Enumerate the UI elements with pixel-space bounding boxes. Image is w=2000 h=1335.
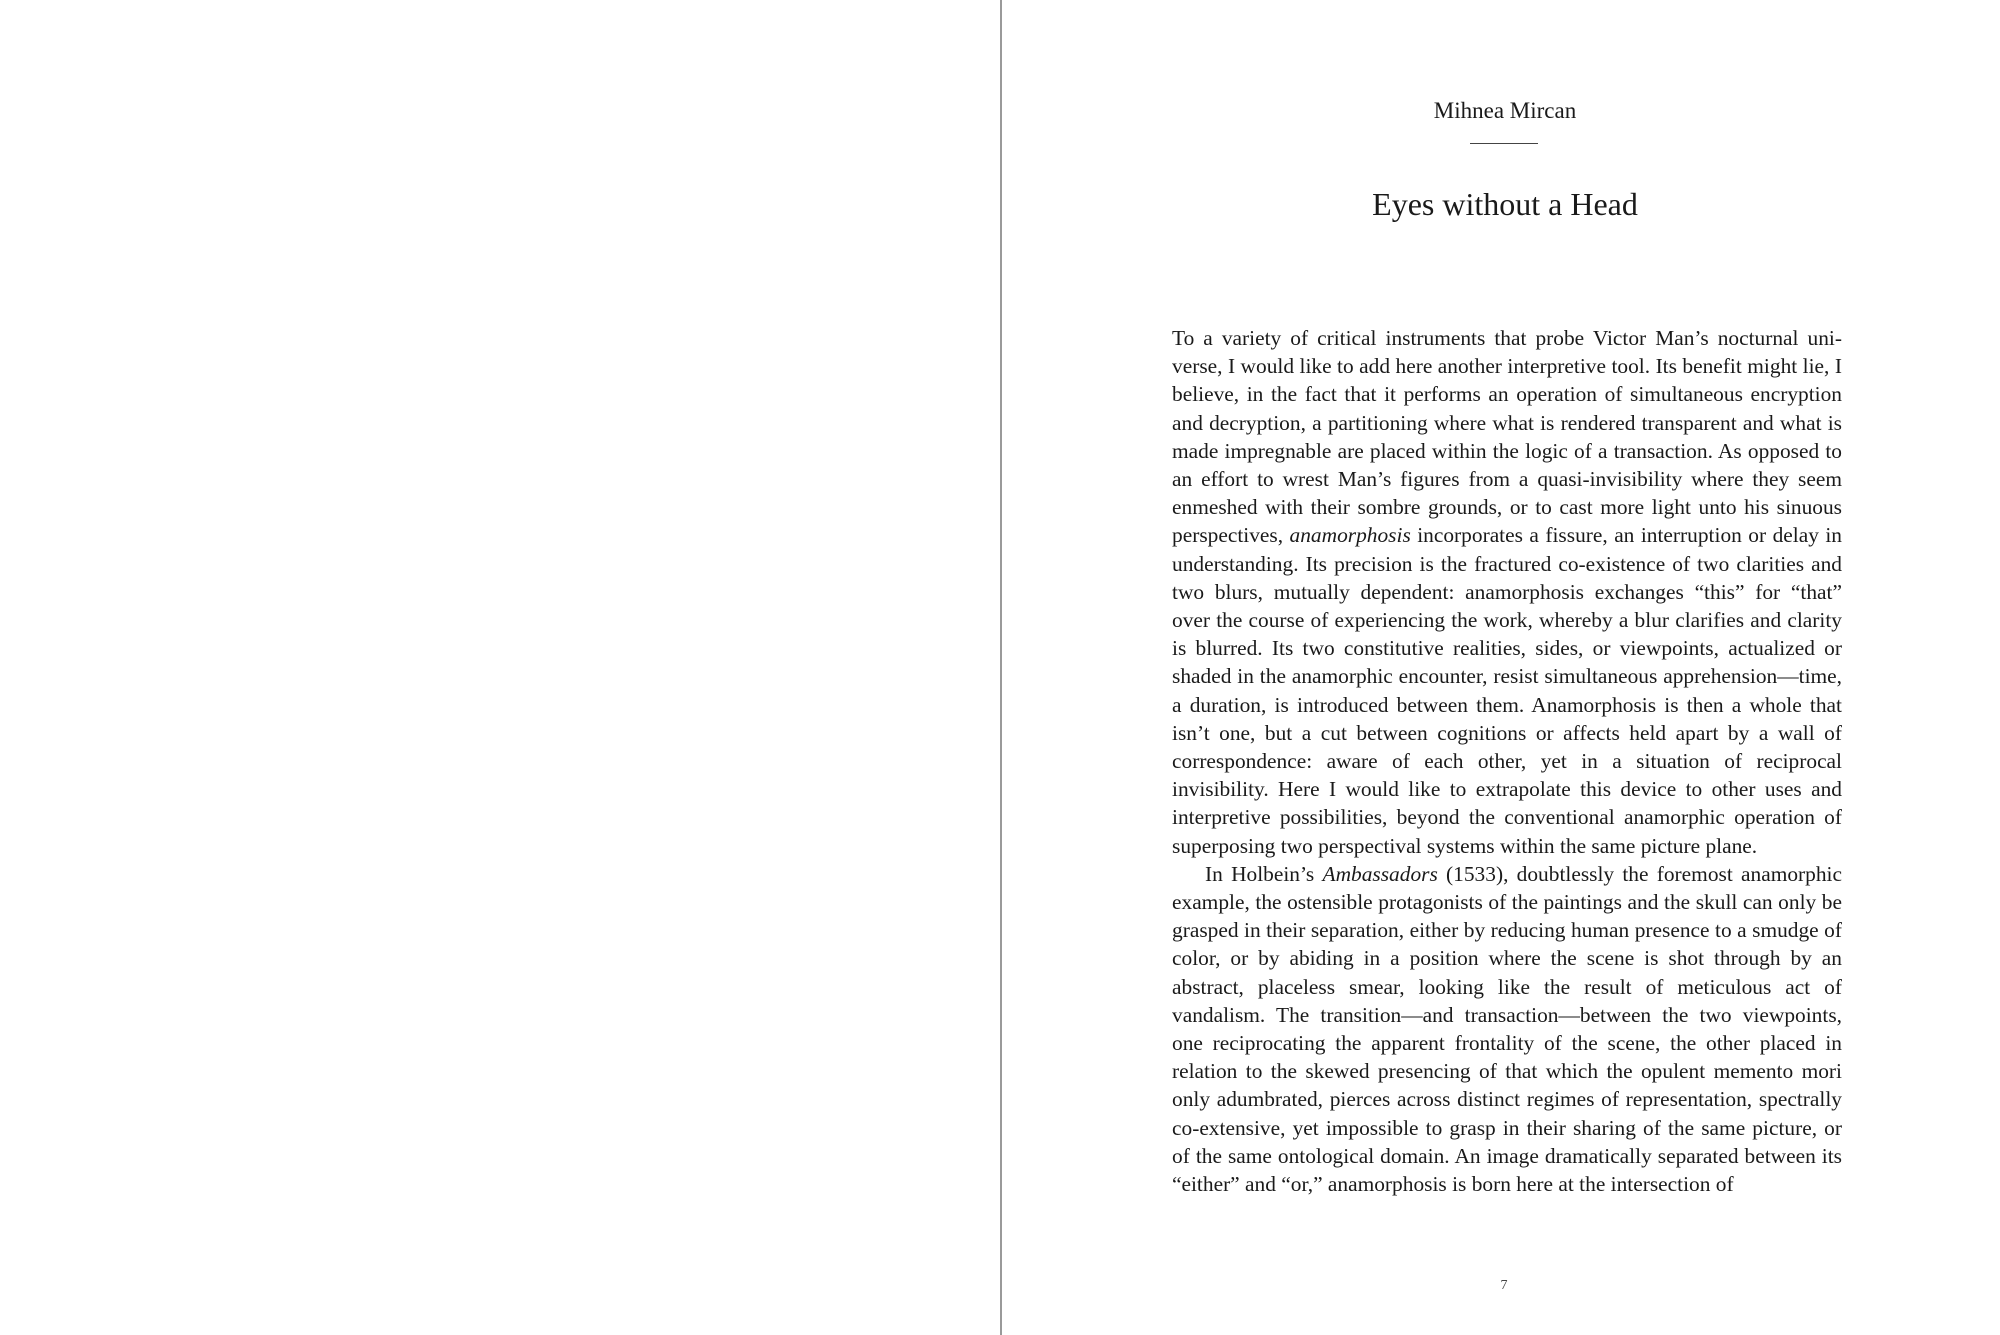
author-title-rule bbox=[1470, 143, 1538, 144]
essay-body bbox=[1172, 324, 1842, 1198]
paragraph-2-emphasis: Ambassadors bbox=[1322, 861, 1438, 886]
paragraph-1-text-b: incorporates a fissure, an interruption or delay in understanding. Its precision is the fractured co-existence of two clarities and two blurs, mutually dependent: anamorphosis exchanges “this” for “that” over the course of experiencing the work, whereby a blur clarifies and clarity is blurred. Its two constitutive realities, sides, or viewpoints, actualized or shaded in the anamorphic encounter, resist simultaneous apprehension—time, a duration, is introduced between them. Anamorphosis is then a whole that isn’t one, but a cut between cognitions or affects held apart by a wall of correspondence: aware of each other, yet in a situation of reciprocal invisibility. Here I would like to extrapolate this device to other uses and interpretive possibilities, beyond the conventional anamorphic operation of superposing two perspectival systems within the same picture plane. bbox=[1172, 523, 1842, 858]
paragraph-2 bbox=[1172, 860, 1842, 1198]
paragraph-2-text-b: (1533), doubtlessly the foremost anamorphic example, the ostensible protagonists of the paintings and the skull can only be grasped in their separation, either by reducing human presence to a smudge of color, or by abiding in a position where the scene is shot through by an abstract, placeless smear, looking like the result of meticulous act of vandalism. The transition—and transaction—between the two viewpoints, one reciprocating the apparent frontality of the scene, the other placed in relation to the skewed presencing of that which the opulent memento mori only adumbrated, pierces across distinct regimes of representation, spectrally co-extensive, yet impossible to grasp in their sharing of the same picture, or of the same ontological domain. An image dramatically separated between its “either” and “or,” anamorphosis is born here at the intersection of bbox=[1172, 861, 1842, 1197]
author-name: Mihnea Mircan bbox=[1433, 98, 1577, 123]
paragraph-2-text-a: In Holbein’s bbox=[1205, 861, 1323, 886]
paragraph-1-text-a: To a variety of critical instruments that probe Victor Man’s nocturnal universe, I would like to add here another interpretive tool. Its benefit might lie, I believe, in the fact that it performs an operation of simultaneous encryption and decryption, a partitioning where what is rendered transparent and what is made impregnable are placed within the logic of a transaction. As opposed to an effort to wrest Man’s figures from a quasi-invisibility where they seem enmeshed with their sombre grounds, or to cast more light unto his sinuous perspectives, bbox=[1172, 326, 1842, 548]
essay-title: Eyes without a Head bbox=[1372, 186, 1638, 222]
paragraph-1-emphasis: anamorphosis bbox=[1289, 523, 1411, 548]
page-number: 7 bbox=[1500, 1278, 1508, 1293]
paragraph-1 bbox=[1172, 324, 1842, 860]
